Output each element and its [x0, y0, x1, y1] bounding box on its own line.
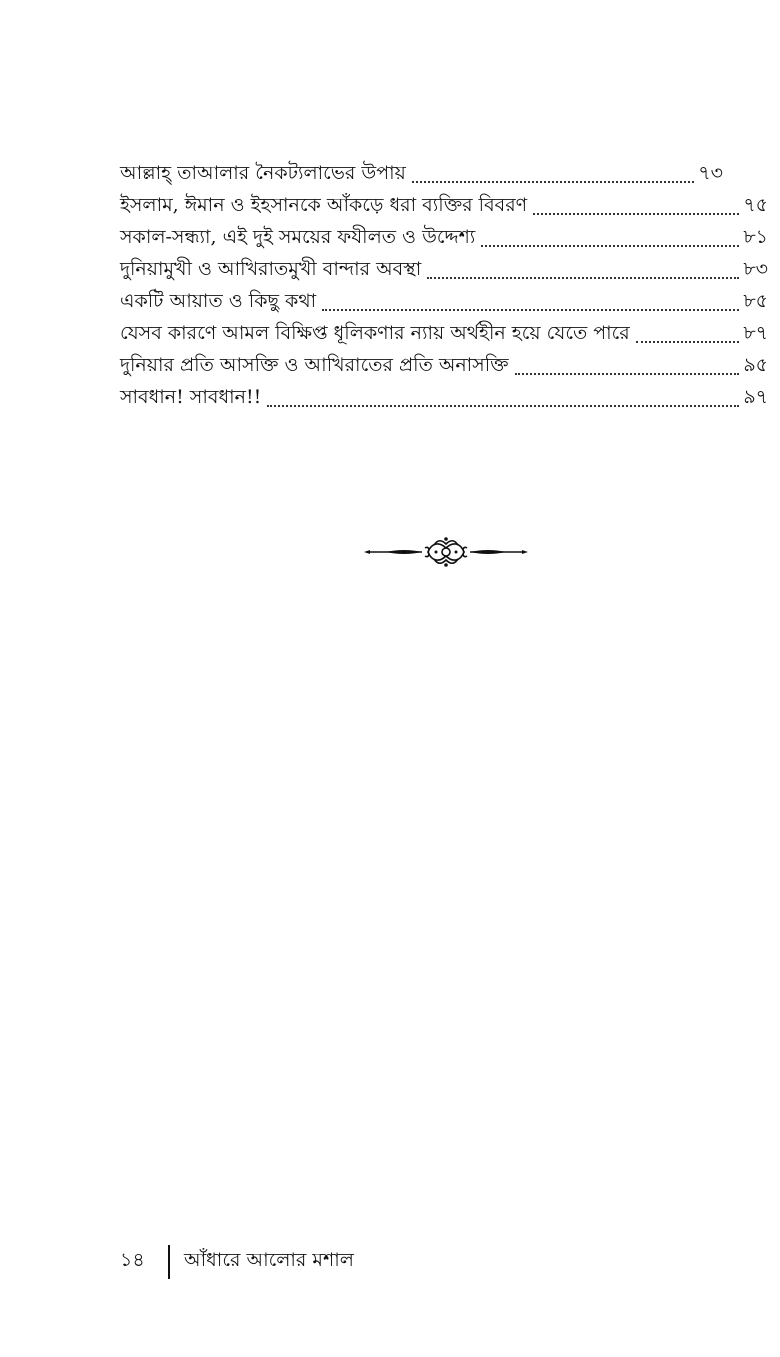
toc-entry-title: আল্লাহ্‌ তাআলার নৈকট্যলাভের উপায়: [120, 162, 406, 184]
dot-leader: [636, 341, 740, 343]
toc-entry: [120, 253, 768, 285]
table-of-contents: [120, 157, 768, 413]
toc-entry-title: ইসলাম, ঈমান ও ইহসানকে আঁকড়ে ধরা ব্যক্তির বিবরণ: [120, 194, 528, 216]
toc-entry-title: দুনিয়ামুখী ও আখিরাতমুখী বান্দার অবস্থা: [120, 258, 422, 280]
decorative-divider-icon: [362, 536, 530, 568]
toc-entry-page: ৮৭: [743, 322, 768, 344]
toc-entry: [120, 221, 768, 253]
toc-entry-page: ৭৩: [698, 162, 723, 184]
toc-entry: [120, 317, 768, 349]
running-book-title: আঁধারে আলোর মশাল: [184, 1249, 354, 1271]
toc-entry-page: ৭৫: [743, 194, 768, 216]
toc-entry: [120, 349, 768, 381]
toc-entry-page: ৯৫: [743, 354, 768, 376]
toc-entry: [120, 189, 768, 221]
dot-leader: [533, 213, 739, 215]
dot-leader: [481, 245, 739, 247]
footer-divider: [168, 1245, 170, 1279]
dot-leader: [427, 277, 739, 279]
dot-leader: [515, 373, 740, 375]
toc-entry-page: ৮৫: [743, 290, 768, 312]
toc-entry: [120, 381, 768, 413]
page-footer: [120, 1244, 354, 1280]
dot-leader: [267, 405, 739, 407]
toc-entry-title: দুনিয়ার প্রতি আসক্তি ও আখিরাতের প্রতি অনাসক্তি: [120, 354, 509, 376]
toc-entry-page: ৮৩: [743, 258, 768, 280]
dot-leader: [412, 181, 694, 183]
toc-entry: [120, 285, 768, 317]
page-number: ১৪: [120, 1249, 145, 1271]
toc-entry-title: একটি আয়াত ও কিছু কথা: [120, 290, 317, 312]
toc-entry-title: সকাল-সন্ধ্যা, এই দুই সময়ের ফযীলত ও উদ্দেশ্য: [120, 226, 476, 248]
dot-leader: [322, 309, 739, 311]
toc-entry-page: ৯৭: [743, 386, 768, 408]
toc-entry-title: যেসব কারণে আমল বিক্ষিপ্ত ধূলিকণার ন্যায় অর্থহীন হয়ে যেতে পারে: [120, 322, 630, 344]
toc-entry: [120, 157, 723, 189]
toc-entry-page: ৮১: [743, 226, 768, 248]
toc-entry-title: সাবধান! সাবধান!!: [120, 386, 262, 408]
